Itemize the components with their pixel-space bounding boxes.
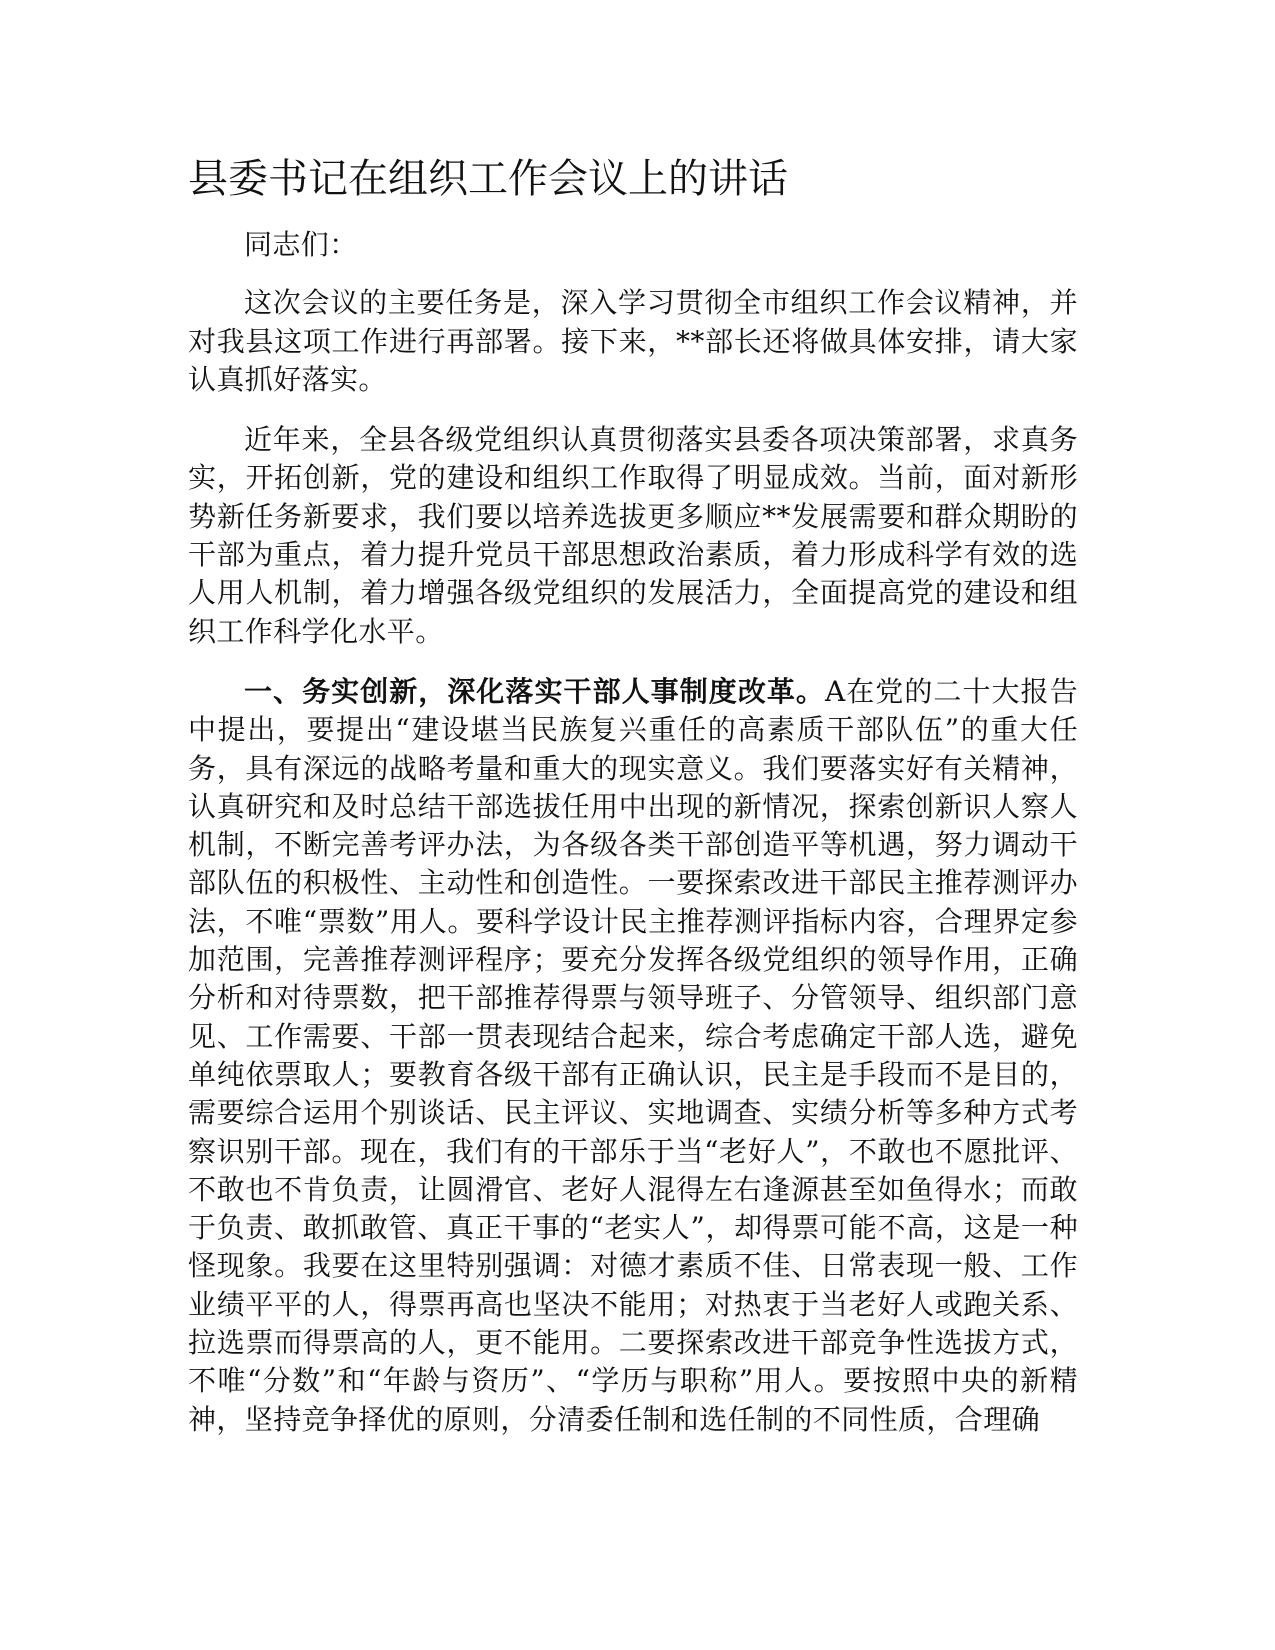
document-body: [188, 226, 1078, 1451]
document-title: 县委书记在组织工作会议上的讲话: [188, 156, 788, 202]
salutation: 同志们：: [244, 228, 358, 261]
section-1: [188, 673, 1078, 1439]
section-1-text: A在党的二十大报告中提出，要提出“建设堪当民族复兴重任的高素质干部队伍”的重大任务，具有深远的战略考量和重大的现实意义。我们要落实好有关精神，认真研究和及时总结干部选拔任用中出现的新情况，探索创新识人察人机制，不断完善考评办法，为各级各类干部创造平等机遇，努力调动干部队伍的积极性、主动性和创造性。一要探索改进干部民主推荐测评办法，不唯“票数”用人。要科学设计民主推荐测评指标内容，合理界定参加范围，完善推荐测评程序；要充分发挥各级党组织的领导作用，正确分析和对待票数，把干部推荐得票与领导班子、分管领导、组织部门意见、工作需要、干部一贯表现结合起来，综合考虑确定干部人选，避免单纯依票取人；要教育各级干部有正确认识，民主是手段而不是目的，需要综合运用个别谈话、民主评议、实地调查、实绩分析等多种方式考察识别干部。现在，我们有的干部乐于当“老好人”，不敢也不愿批评、不敢也不肯负责，让圆滑官、老好人混得左右逢源甚至如鱼得水；而敢于负责、敢抓敢管、真正干事的“老实人”，却得票可能不高，这是一种怪现象。我要在这里特别强调：对德才素质不佳、日常表现一般、工作业绩平平的人，得票再高也坚决不能用；对热衷于当老好人或跑关系、拉选票而得票高的人，更不能用。二要探索改进干部竞争性选拔方式，不唯“分数”和“年龄与资历”、“学历与职称”用人。要按照中央的新精神，坚持竞争择优的原则，分清委任制和选任制的不同性质，合理确: [188, 674, 1078, 1436]
paragraph-intro: 这次会议的主要任务是，深入学习贯彻全市组织工作会议精神，并对我县这项工作进行再部署。接下来，**部长还将做具体安排，请大家认真抓好落实。: [188, 286, 1078, 396]
section-1-heading: 一、务实创新，深化落实干部人事制度改革。: [244, 674, 825, 708]
paragraph-background: 近年来，全县各级党组织认真贯彻落实县委各项决策部署，求真务实，开拓创新，党的建设和组织工作取得了明显成效。当前，面对新形势新任务新要求，我们要以培养选拔更多顺应**发展需要和群众期盼的干部为重点，着力提升党员干部思想政治素质，着力形成科学有效的选人用人机制，着力增强各级党组织的发展活力，全面提高党的建设和组织工作科学化水平。: [188, 423, 1078, 648]
